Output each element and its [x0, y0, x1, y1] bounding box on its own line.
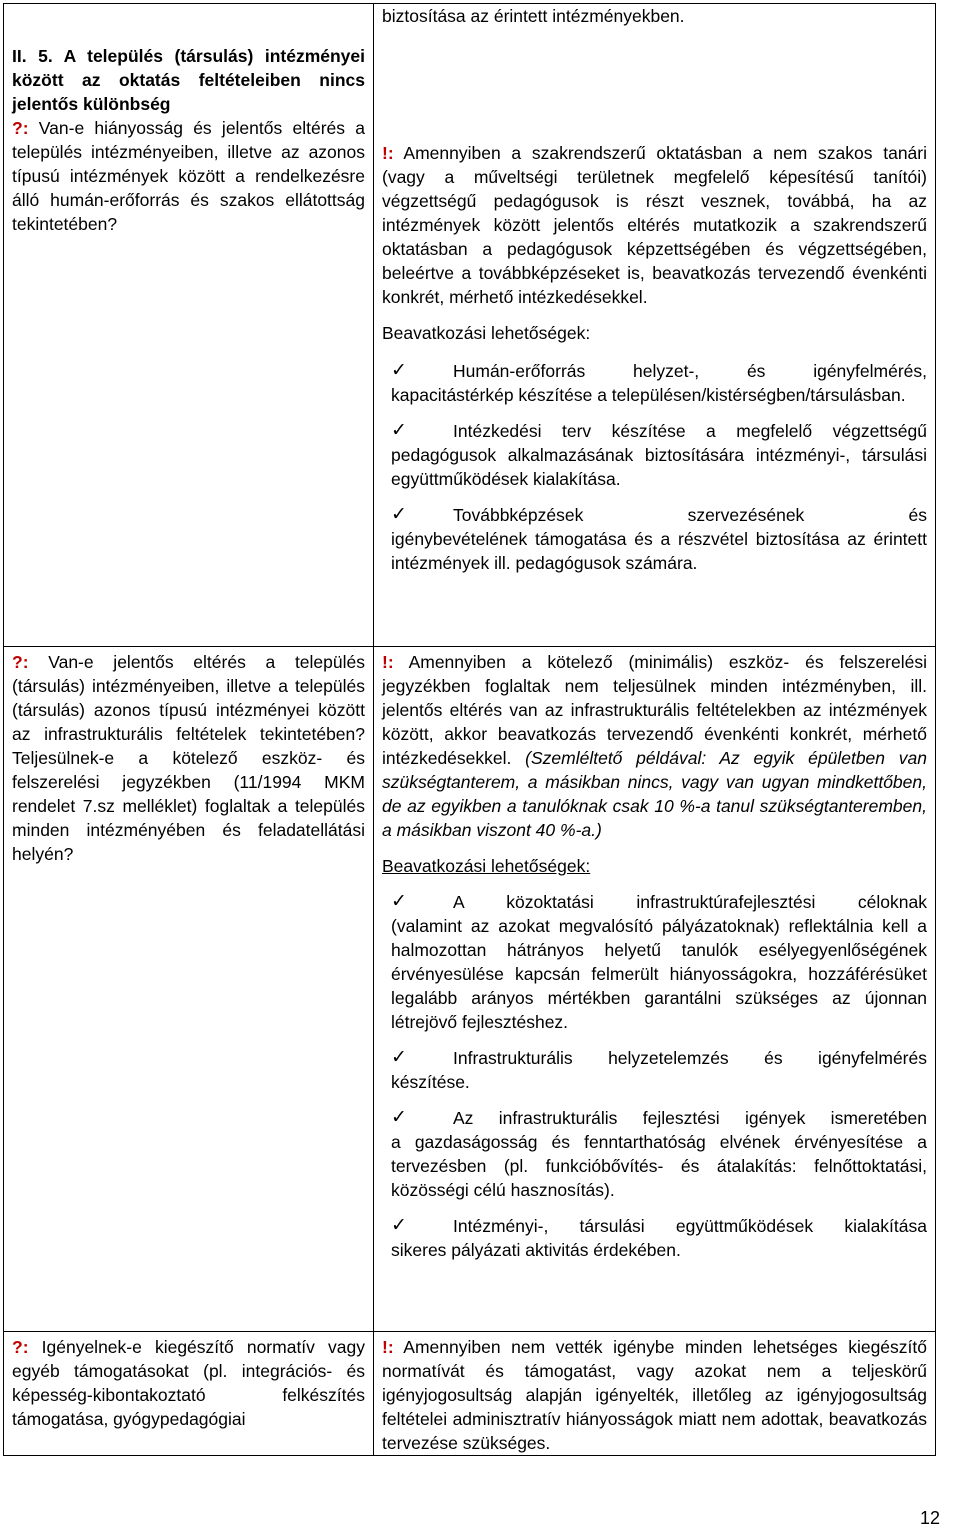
answer-cell — [374, 4, 936, 647]
section-heading: II. 5. A település (társulás) intézményei között az oktatás feltételeiben nincs jelentős különbség — [12, 46, 365, 114]
table-row — [4, 1332, 936, 1456]
answer-text: !: Amennyiben nem vették igénybe minden lehetséges kiegészítő normatívát és támogatást, vagy azokat nem a teljeskörű igényjogosultság alapján igényelték, illetőleg az igényjogosultság feltételei adminisztratív hiányosságok miatt nem adottak, beavatkozás tervezése szükséges. — [382, 1337, 927, 1453]
question-text: ?: Igényelnek-e kiegészítő normatív vagy egyéb támogatásokat (pl. integrációs- és képesség-kibontakoztató felkészítés támogatása, gyógypedagógiai — [12, 1337, 365, 1429]
table-row — [4, 4, 936, 647]
question-cell — [4, 4, 374, 647]
exclamation-marker: !: — [382, 143, 394, 163]
list-item: ✓ Humán-erőforrás helyzet-, és igényfelmérés, kapacitástérkép készítése a településen/kistérségben/társulásban. — [391, 360, 927, 405]
carryover-text: biztosítása az érintett intézményekben. — [382, 6, 685, 26]
list-item: ✓ Az infrastrukturális fejlesztési igények ismeretében a gazdaságosság és fenntarthatóság elvének érvényesítése a tervezésben (pl. funkcióbővítés- és átalakítás: felnőttoktatási, közösségi célú hasznosítás). — [391, 1107, 927, 1200]
example-text: (Szemléltető példával: Az egyik épületben van szükségtanterem, a másikban nincs, vagy van ugyan mindkettőben, de az egyikben a tanulóknak csak 10 %-a tanul szükségtanteremben, a másikban viszont 40 %-a.) — [382, 748, 927, 840]
question-text: ?: Van-e jelentős eltérés a település (társulás) intézményeiben, illetve a település (társulás) azonos típusú intézményei között az infrastrukturális feltételek tekintetében? Teljesülnek-e a kötelező eszköz- és felszerelési jegyzékben (11/1994 MKM rendelet 7.sz melléklet) foglaltak a település minden intézményében és feladatellátási helyén? — [12, 652, 365, 864]
options-label: Beavatkozási lehetőségek: — [382, 856, 591, 876]
options-list — [382, 890, 927, 1262]
options-list — [382, 359, 927, 575]
list-item: ✓ Intézményi-, társulási együttműködések kialakítása sikeres pályázati aktivitás érdekében. — [391, 1215, 927, 1260]
check-icon: ✓ — [391, 891, 407, 912]
check-icon: ✓ — [391, 1107, 407, 1128]
exclamation-marker: !: — [382, 652, 394, 672]
exclamation-marker: !: — [382, 1337, 394, 1357]
check-icon: ✓ — [391, 420, 407, 441]
question-text: ?: Van-e hiányosság és jelentős eltérés a település intézményeiben, illetve az azonos típusú intézmények között a rendelkezésre álló humán-erőforrás és szakos ellátottság tekintetében? — [12, 118, 365, 234]
list-item: ✓ Intézkedési terv készítése a megfelelő végzettségű pedagógusok alkalmazásának biztosítására intézményi-, társulási együttműködések kialakítása. — [391, 420, 927, 489]
list-item: ✓ A közoktatási infrastruktúrafejlesztési céloknak (valamint az azokat megvalósító pályázatoknak) reflektálnia kell a halmozottan hátrányos helyetű tanulók esélyegyenlőségének érvényesülése kapcsán felmerült hiányosságokra, hozzáférésüket legalább arányos mértékben garantálni szükséges az újonnan létrejövő fejlesztéshez. — [391, 891, 927, 1032]
question-cell — [4, 1332, 374, 1456]
answer-cell — [374, 647, 936, 1332]
question-marker: ?: — [12, 652, 29, 672]
check-icon: ✓ — [391, 360, 407, 381]
list-item: ✓ Infrastrukturális helyzetelemzés és igényfelmérés készítése. — [391, 1047, 927, 1092]
question-marker: ?: — [12, 118, 29, 138]
answer-text: !: Amennyiben a szakrendszerű oktatásban a nem szakos tanári (vagy a műveltségi területnek megfelelő képesítésű tanítói) végzettségű pedagógusok is részt vesznek, továbbá, ha az intézmények között jelentős eltérés mutatkozik a szakrendszerű oktatásban a pedagógusok képzettségében és végzettségében, beleértve a továbbképzéseket is, beavatkozás tervezendő évenkénti konkrét, mérhető intézkedésekkel. — [382, 143, 927, 307]
table-row — [4, 647, 936, 1332]
answer-text: !: Amennyiben a kötelező (minimális) eszköz- és felszerelési jegyzékben foglaltak nem teljesülnek minden intézményben, ill. jelentős eltérés van az infrastrukturális feltételekben az intézmények között, akkor beavatkozás tervezendő évenkénti konkrét, mérhető intézkedésekkel. (Szemléltető példával: Az egyik épületben van szükségtanterem, a másikban nincs, vagy van ugyan mindkettőben, de az egyikben a tanulóknak csak 10 %-a tanul szükségtanteremben, a másikban viszont 40 %-a.) — [382, 652, 927, 840]
question-marker: ?: — [12, 1337, 29, 1357]
page-number: 12 — [919, 1508, 940, 1528]
check-icon: ✓ — [391, 1215, 407, 1236]
options-label: Beavatkozási lehetőségek: — [382, 323, 591, 343]
check-icon: ✓ — [391, 1047, 407, 1068]
document-page — [3, 3, 935, 1456]
content-table — [3, 3, 936, 1456]
question-cell — [4, 647, 374, 1332]
check-icon: ✓ — [391, 504, 407, 525]
answer-cell — [374, 1332, 936, 1456]
list-item: ✓ Továbbképzések szervezésének és igénybevételének támogatása és a részvétel biztosítása az érintett intézmények ill. pedagógusok számára. — [391, 504, 927, 573]
